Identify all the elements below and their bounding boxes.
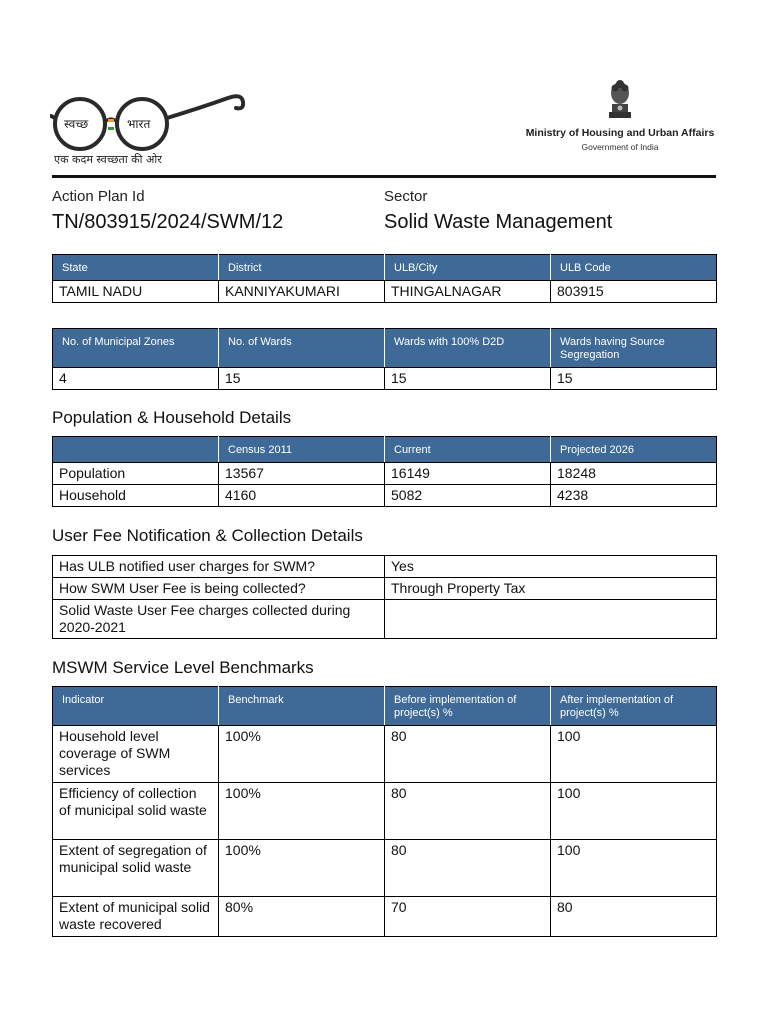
emblem-icon — [606, 78, 634, 120]
header-current: Current — [385, 437, 551, 463]
table-row — [53, 578, 717, 600]
population-table — [52, 436, 717, 507]
header-district: District — [219, 255, 385, 281]
header-benchmark: Benchmark — [219, 687, 385, 726]
after-cell: 80 — [551, 897, 717, 937]
table-row — [53, 600, 717, 639]
sector-value: Solid Waste Management — [384, 211, 613, 233]
table-header-row — [53, 437, 717, 463]
benchmarks-section-title: MSWM Service Level Benchmarks — [52, 658, 314, 677]
table-header-row — [53, 255, 717, 281]
census-value: 13567 — [219, 463, 385, 485]
before-cell: 80 — [385, 726, 551, 783]
benchmark-cell: 80% — [219, 897, 385, 937]
swachh-bharat-logo — [50, 88, 250, 152]
header-census-2011: Census 2011 — [219, 437, 385, 463]
user-fee-table — [52, 555, 717, 639]
ministry-logo — [520, 78, 720, 152]
benchmarks-table — [52, 686, 717, 937]
table-row — [53, 463, 717, 485]
indicator-cell: Household level coverage of SWM services — [53, 726, 219, 783]
page-header — [0, 0, 768, 180]
population-section-title: Population & Household Details — [52, 408, 292, 427]
header-blank — [53, 437, 219, 463]
after-cell: 100 — [551, 726, 717, 783]
current-value: 16149 — [385, 463, 551, 485]
swachh-tagline: एक कदम स्वच्छता की ओर — [54, 153, 162, 166]
zones-table — [52, 328, 717, 390]
benchmark-cell: 100% — [219, 783, 385, 840]
sector-label: Sector — [384, 188, 428, 205]
ulb-city-value: THINGALNAGAR — [385, 281, 551, 303]
table-row — [53, 281, 717, 303]
header-municipal-zones: No. of Municipal Zones — [53, 329, 219, 368]
header-wards-d2d: Wards with 100% D2D — [385, 329, 551, 368]
header-projected-2026: Projected 2026 — [551, 437, 717, 463]
table-row — [53, 485, 717, 507]
location-table — [52, 254, 717, 303]
table-row — [53, 726, 717, 783]
table-row — [53, 897, 717, 937]
indicator-cell: Extent of segregation of municipal solid waste — [53, 840, 219, 897]
user-fee-section-title: User Fee Notification & Collection Details — [52, 526, 363, 545]
row-label: Population — [53, 463, 219, 485]
header-before: Before implementation of project(s) % — [385, 687, 551, 726]
question-cell: Has ULB notified user charges for SWM? — [53, 556, 385, 578]
header-indicator: Indicator — [53, 687, 219, 726]
benchmark-cell: 100% — [219, 726, 385, 783]
before-cell: 80 — [385, 783, 551, 840]
action-plan-label: Action Plan Id — [52, 188, 145, 205]
question-cell: How SWM User Fee is being collected? — [53, 578, 385, 600]
before-cell: 80 — [385, 840, 551, 897]
current-value: 5082 — [385, 485, 551, 507]
table-header-row — [53, 329, 717, 368]
indicator-cell: Efficiency of collection of municipal solid waste — [53, 783, 219, 840]
district-value: KANNIYAKUMARI — [219, 281, 385, 303]
source-segregation-value: 15 — [551, 368, 717, 390]
row-label: Household — [53, 485, 219, 507]
census-value: 4160 — [219, 485, 385, 507]
table-row — [53, 368, 717, 390]
wards-d2d-value: 15 — [385, 368, 551, 390]
state-value: TAMIL NADU — [53, 281, 219, 303]
municipal-zones-value: 4 — [53, 368, 219, 390]
wards-value: 15 — [219, 368, 385, 390]
table-row — [53, 556, 717, 578]
projected-value: 18248 — [551, 463, 717, 485]
header-wards: No. of Wards — [219, 329, 385, 368]
header-ulb-code: ULB Code — [551, 255, 717, 281]
header-ulb-city: ULB/City — [385, 255, 551, 281]
government-name: Government of India — [581, 142, 659, 152]
swachh-left-text: स्वच्छ — [64, 117, 89, 131]
action-plan-value: TN/803915/2024/SWM/12 — [52, 211, 284, 233]
after-cell: 100 — [551, 783, 717, 840]
header-divider — [52, 175, 716, 178]
benchmark-cell: 100% — [219, 840, 385, 897]
answer-cell: Through Property Tax — [385, 578, 717, 600]
header-after: After implementation of project(s) % — [551, 687, 717, 726]
ministry-name: Ministry of Housing and Urban Affairs — [525, 127, 715, 139]
answer-cell: Yes — [385, 556, 717, 578]
answer-cell — [385, 600, 717, 639]
ulb-code-value: 803915 — [551, 281, 717, 303]
table-row — [53, 840, 717, 897]
before-cell: 70 — [385, 897, 551, 937]
header-state: State — [53, 255, 219, 281]
swachh-right-text: भारत — [127, 117, 151, 131]
table-row — [53, 783, 717, 840]
table-header-row — [53, 687, 717, 726]
projected-value: 4238 — [551, 485, 717, 507]
after-cell: 100 — [551, 840, 717, 897]
header-source-segregation: Wards having Source Segregation — [551, 329, 717, 368]
question-cell: Solid Waste User Fee charges collected during 2020-2021 — [53, 600, 385, 639]
indicator-cell: Extent of municipal solid waste recovered — [53, 897, 219, 937]
